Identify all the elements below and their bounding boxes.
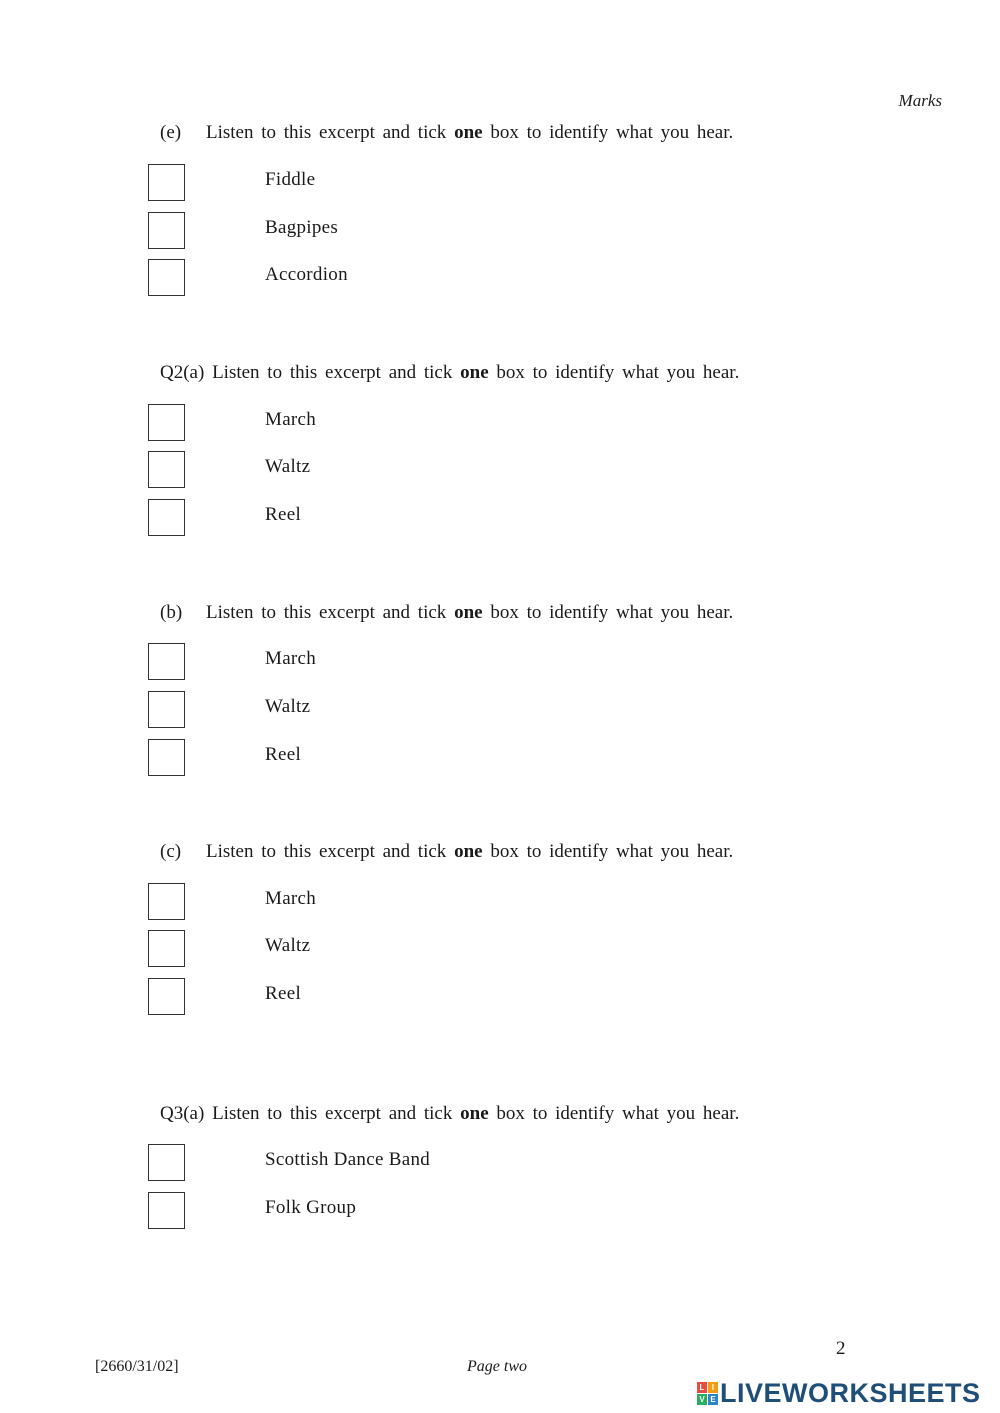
option-row [0, 212, 700, 252]
logo-tile: V [697, 1394, 707, 1405]
option-label: March [265, 409, 317, 430]
tick-box[interactable] [148, 883, 185, 920]
option-label: Accordion [265, 264, 348, 285]
logo-tile: E [708, 1394, 718, 1405]
option-label: Reel [265, 744, 302, 765]
prompt-text-after: box to identify what you hear. [496, 362, 740, 383]
tick-box[interactable] [148, 259, 185, 296]
question-number: (b) [160, 602, 183, 623]
liveworksheets-branding[interactable] [697, 1378, 981, 1409]
option-row [0, 883, 700, 923]
question-prompt [160, 122, 733, 144]
prompt-text-after: box to identify what you hear. [490, 122, 734, 143]
option-label: Waltz [265, 935, 311, 956]
prompt-text-before: Listen to this excerpt and tick [212, 1103, 453, 1124]
page-number: 2 [836, 1338, 846, 1359]
brand-name: LIVEWORKSHEETS [720, 1378, 981, 1408]
option-label: Waltz [265, 456, 311, 477]
question-prompt [160, 1103, 739, 1125]
tick-box[interactable] [148, 978, 185, 1015]
logo-tile: L [697, 1382, 707, 1393]
tick-box[interactable] [148, 643, 185, 680]
option-label: Bagpipes [265, 217, 339, 238]
liveworksheets-logo-icon [697, 1382, 718, 1405]
option-row [0, 739, 700, 779]
prompt-emphasis: one [454, 602, 483, 623]
question-prompt [160, 841, 733, 863]
prompt-text-before: Listen to this excerpt and tick [212, 362, 453, 383]
prompt-text-after: box to identify what you hear. [490, 841, 734, 862]
tick-box[interactable] [148, 451, 185, 488]
question-number: Q2(a) [160, 362, 205, 383]
tick-box[interactable] [148, 1144, 185, 1181]
option-row [0, 259, 700, 299]
option-row [0, 1144, 700, 1184]
prompt-emphasis: one [454, 122, 483, 143]
tick-box[interactable] [148, 739, 185, 776]
page-label: Page two [467, 1358, 527, 1375]
question-number: (e) [160, 122, 182, 143]
option-label: Reel [265, 504, 302, 525]
option-label: Scottish Dance Band [265, 1149, 431, 1170]
option-row [0, 930, 700, 970]
marks-header: Marks [898, 91, 942, 110]
prompt-emphasis: one [460, 362, 489, 383]
prompt-text-after: box to identify what you hear. [490, 602, 734, 623]
paper-code: [2660/31/02] [95, 1358, 179, 1375]
option-row [0, 978, 700, 1018]
prompt-text-before: Listen to this excerpt and tick [206, 841, 447, 862]
tick-box[interactable] [148, 212, 185, 249]
prompt-emphasis: one [460, 1103, 489, 1124]
prompt-text-before: Listen to this excerpt and tick [206, 122, 447, 143]
option-label: Fiddle [265, 169, 316, 190]
option-label: Folk Group [265, 1197, 357, 1218]
tick-box[interactable] [148, 404, 185, 441]
tick-box[interactable] [148, 691, 185, 728]
option-label: Reel [265, 983, 302, 1004]
option-label: March [265, 888, 317, 909]
option-row [0, 691, 700, 731]
tick-box[interactable] [148, 930, 185, 967]
question-prompt [160, 602, 733, 624]
prompt-text-after: box to identify what you hear. [496, 1103, 740, 1124]
tick-box[interactable] [148, 164, 185, 201]
option-row [0, 404, 700, 444]
prompt-emphasis: one [454, 841, 483, 862]
question-number: Q3(a) [160, 1103, 205, 1124]
option-row [0, 499, 700, 539]
option-row [0, 451, 700, 491]
tick-box[interactable] [148, 499, 185, 536]
prompt-text-before: Listen to this excerpt and tick [206, 602, 447, 623]
option-row [0, 643, 700, 683]
option-label: Waltz [265, 696, 311, 717]
option-row [0, 1192, 700, 1232]
option-label: March [265, 648, 317, 669]
logo-tile: I [708, 1382, 718, 1393]
question-prompt [160, 362, 739, 384]
question-number: (c) [160, 841, 182, 862]
tick-box[interactable] [148, 1192, 185, 1229]
option-row [0, 164, 700, 204]
